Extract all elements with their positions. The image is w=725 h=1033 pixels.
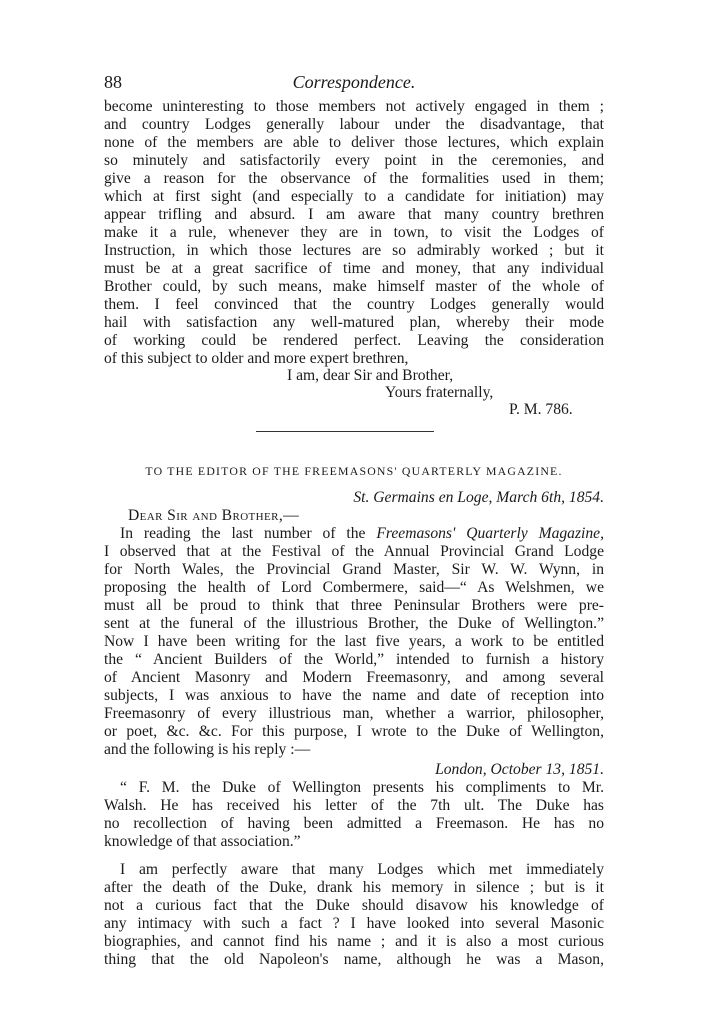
letter1-line: make it a rule, whenever they are in town, to visit the Lodges of bbox=[104, 224, 604, 241]
letter2-para1-line: must all be proud to think that three Peninsular Brothers were pre- bbox=[104, 597, 604, 614]
reply-line: no recollection of having been admitted a Freemason. He has no bbox=[104, 815, 604, 832]
section-divider bbox=[256, 431, 434, 432]
letter1-line: give a reason for the observance of the formalities used in them; bbox=[104, 170, 604, 187]
letter2-para1-line: for North Wales, the Provincial Grand Master, Sir W. W. Wynn, in bbox=[104, 561, 604, 578]
letter2-para1-line: subjects, I was anxious to have the name and date of reception into bbox=[104, 687, 604, 704]
magazine-title: Freemasons' Quarterly Magazine, bbox=[376, 525, 604, 542]
letter2-para1-line: Now I have been writing for the last five years, a work to be entitled bbox=[104, 633, 604, 650]
letter2-salutation: Dear Sir and Brother,— bbox=[128, 507, 300, 524]
letter2-para1-line: or poet, &c. &c. For this purpose, I wrote to the Duke of Wellington, bbox=[104, 723, 604, 740]
letter2-para1-line: proposing the health of Lord Combermere, said—“ As Welshmen, we bbox=[104, 579, 604, 596]
letter1-line: so minutely and satisfactorily every point in the ceremonies, and bbox=[104, 152, 604, 169]
letter2-para2-line: biographies, and cannot find his name ; and it is also a most curious bbox=[104, 933, 604, 950]
letter2-para1-line bbox=[120, 525, 604, 543]
letter1-line: become uninteresting to those members not actively engaged in them ; bbox=[104, 98, 604, 115]
letter1-line: which at first sight (and especially to a candidate for initiation) may bbox=[104, 188, 604, 205]
letter1-line: of working could be rendered perfect. Leaving the consideration bbox=[104, 332, 604, 349]
reply-line: “ F. M. the Duke of Wellington presents his compliments to Mr. bbox=[120, 779, 604, 796]
letter2-para1-line: and the following is his reply :— bbox=[104, 741, 311, 758]
letter1-line: Brother could, by such means, make himself master of the whole of bbox=[104, 278, 604, 295]
letter2-para2-line: not a curious fact that the Duke should disavow his knowledge of bbox=[104, 897, 604, 914]
letter2-addressee: TO THE EDITOR OF THE FREEMASONS' QUARTERLY MAGAZINE. bbox=[145, 464, 563, 478]
letter2-dateline: St. Germains en Loge, March 6th, 1854. bbox=[353, 489, 604, 506]
page-number: 88 bbox=[104, 72, 122, 92]
letter2-para2-line: thing that the old Napoleon's name, although he was a Mason, bbox=[104, 951, 604, 968]
running-title: Correspondence. bbox=[292, 72, 416, 92]
letter2-para2-line: any intimacy with such a fact ? I have looked into several Masonic bbox=[104, 915, 604, 932]
letter1-valediction: Yours fraternally, bbox=[385, 384, 494, 401]
letter1-line: must be at a great sacrifice of time and money, that any individual bbox=[104, 260, 604, 277]
reply-dateline: London, October 13, 1851. bbox=[435, 761, 604, 778]
letter2-para1-line: of Ancient Masonry and Modern Freemasonry, and among several bbox=[104, 669, 604, 686]
letter1-closing: I am, dear Sir and Brother, bbox=[287, 367, 454, 384]
reply-line: Walsh. He has received his letter of the 7th ult. The Duke has bbox=[104, 797, 604, 814]
letter2-para1-line: the “ Ancient Builders of the World,” intended to furnish a history bbox=[104, 651, 604, 668]
reply-line: knowledge of that association.” bbox=[104, 833, 301, 850]
letter2-para1-line: Freemasonry of every illustrious man, whether a warrior, philosopher, bbox=[104, 705, 604, 722]
para1-text: In reading the last number of the bbox=[120, 525, 377, 542]
letter1-line: appear trifling and absurd. I am aware that many country brethren bbox=[104, 206, 604, 223]
letter2-para1-line: sent at the funeral of the illustrious Brother, the Duke of Wellington.” bbox=[104, 615, 604, 632]
page-header bbox=[104, 72, 604, 94]
letter1-line: hail with satisfaction any well-matured plan, whereby their mode bbox=[104, 314, 604, 331]
letter1-line: them. I feel convinced that the country Lodges generally would bbox=[104, 296, 604, 313]
letter2-para2-line: I am perfectly aware that many Lodges which met immediately bbox=[120, 861, 604, 878]
letter1-line: Instruction, in which those lectures are so admirably worked ; but it bbox=[104, 242, 604, 259]
letter2-para1-line: I observed that at the Festival of the Annual Provincial Grand Lodge bbox=[104, 543, 604, 560]
letter1-line: of this subject to older and more expert brethren, bbox=[104, 350, 409, 367]
letter1-signature: P. M. 786. bbox=[509, 401, 573, 418]
letter1-line: and country Lodges generally labour under the disadvantage, that bbox=[104, 116, 604, 133]
letter1-line: none of the members are able to deliver those lectures, which explain bbox=[104, 134, 604, 151]
letter2-para2-line: after the death of the Duke, drank his memory in silence ; but is it bbox=[104, 879, 604, 896]
